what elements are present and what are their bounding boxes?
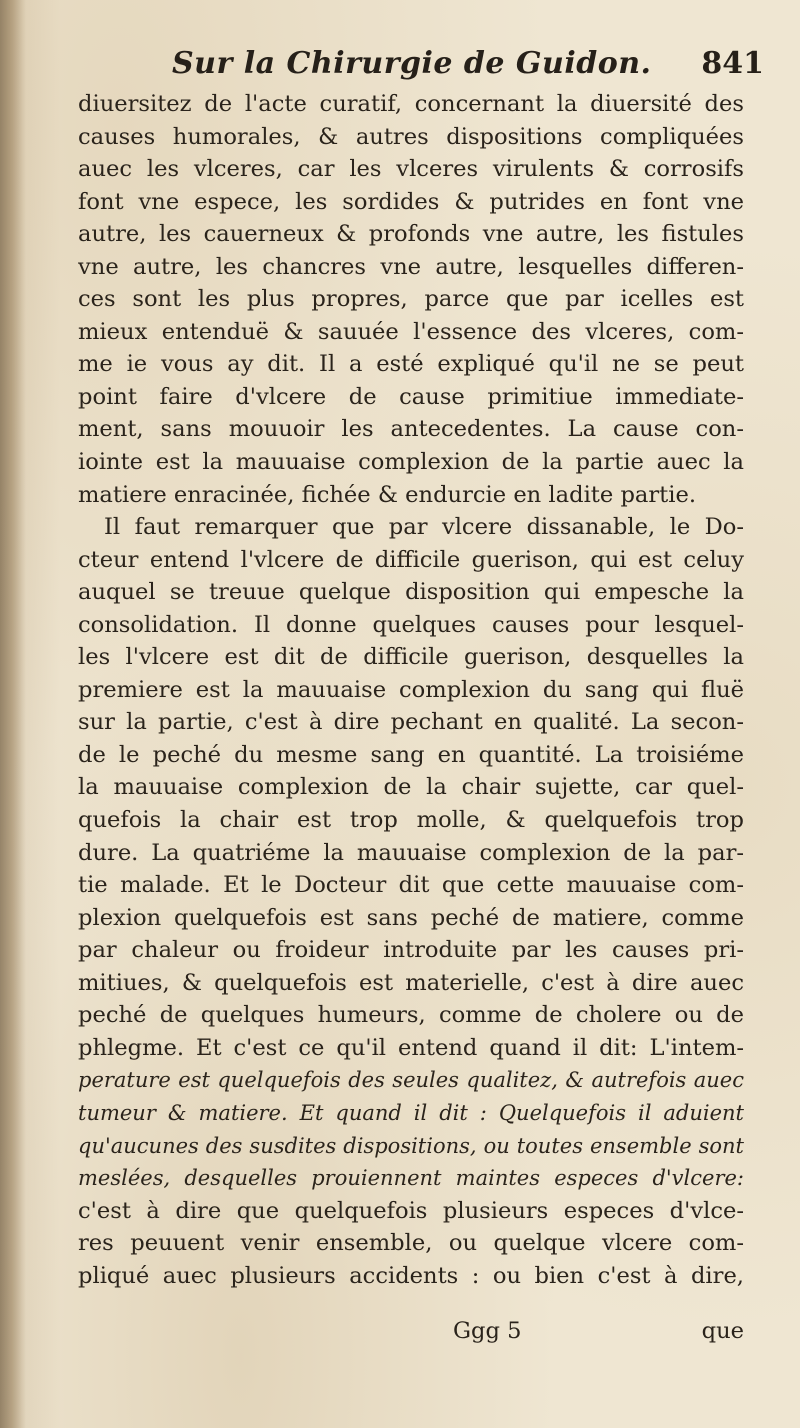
body-text [78,88,744,1292]
italic-quote-line: meslées, desquelles prouiennent maintes especes d'vlcere: [78,1166,744,1191]
text-line: ces sont les plus propres, parce que par icelles est [78,286,744,313]
binding-gutter [0,0,26,1428]
text-line: ment, sans mouuoir les antecedentes. La cause con- [78,416,744,443]
text-line: iointe est la mauuaise complexion de la partie auec la [78,449,744,476]
text-line: plexion quelquefois est sans peché de matiere, comme [78,904,744,931]
text-line: par chaleur ou froideur introduite par les causes pri- [78,937,744,964]
text-line: tie malade. Et le Docteur dit que cette mauuaise com- [78,872,744,899]
text-line: phlegme. Et c'est ce qu'il entend quand il dit: L'intem- [78,1034,744,1061]
text-line: point faire d'vlcere de cause primitiue immediate- [78,383,744,410]
page-header [80,40,772,90]
text-line: diuersitez de l'acte curatif, concernant la diuersité des [78,91,744,117]
text-line: de le peché du mesme sang en quantité. La troisiéme [78,741,744,768]
paragraph-start-line: Il faut remarquer que par vlcere dissanable, le Do- [104,514,744,541]
text-line: cteur entend l'vlcere de difficile guerison, qui est celuy [78,546,744,573]
italic-quote-line: qu'aucunes des susdites dispositions, ou toutes ensemble sont [78,1133,744,1158]
text-line: pliqué auec plusieurs accidents : ou bien c'est à dire, [78,1262,744,1289]
text-line: causes humorales, & autres dispositions compliquées [78,123,744,150]
text-line: la mauuaise complexion de la chair sujette, car quel- [78,774,744,801]
page-number: 841 [701,46,764,81]
text-line: matiere enracinée, fichée & endurcie en ladite partie. [78,481,697,508]
running-title: Sur la Chirurgie de Guidon. [172,46,652,81]
signature-mark: Ggg 5 [453,1318,522,1344]
text-line: font vne espece, les sordides & putrides en font vne [78,188,744,215]
text-line: dure. La quatriéme la mauuaise complexion de la par- [78,839,744,866]
text-line: sur la partie, c'est à dire pechant en qualité. La secon- [78,709,744,736]
text-line: consolidation. Il donne quelques causes pour lesquel- [78,611,744,638]
text-line: auec les vlceres, car les vlceres virulents & corrosifs [78,156,744,183]
italic-quote-line: perature est quelquefois des seules qualitez, & autrefois auec [78,1068,744,1093]
text-line: auquel se treuue quelque disposition qui empesche la [78,579,744,606]
text-line: vne autre, les chancres vne autre, lesquelles differen- [78,253,744,280]
page-footer [78,1318,744,1352]
text-line: c'est à dire que quelquefois plusieurs especes d'vlce- [78,1197,744,1224]
text-line: premiere est la mauuaise complexion du sang qui fluë [78,676,744,703]
catchword: que [701,1318,744,1344]
text-line: mitiues, & quelquefois est materielle, c'est à dire auec [78,969,744,996]
text-line: mieux entenduë & sauuée l'essence des vlceres, com- [78,318,744,345]
text-line: autre, les cauerneux & profonds vne autre, les fistules [78,221,744,248]
text-line: peché de quelques humeurs, comme de cholere ou de [78,1002,744,1029]
italic-quote-line: tumeur & matiere. Et quand il dit : Quelquefois il aduient [78,1100,744,1125]
text-line: res peuuent venir ensemble, ou quelque vlcere com- [78,1230,744,1257]
text-line: quefois la chair est trop molle, & quelquefois trop [78,807,744,834]
text-line: les l'vlcere est dit de difficile guerison, desquelles la [78,644,744,671]
text-line: me ie vous ay dit. Il a esté expliqué qu'il ne se peut [78,351,744,378]
